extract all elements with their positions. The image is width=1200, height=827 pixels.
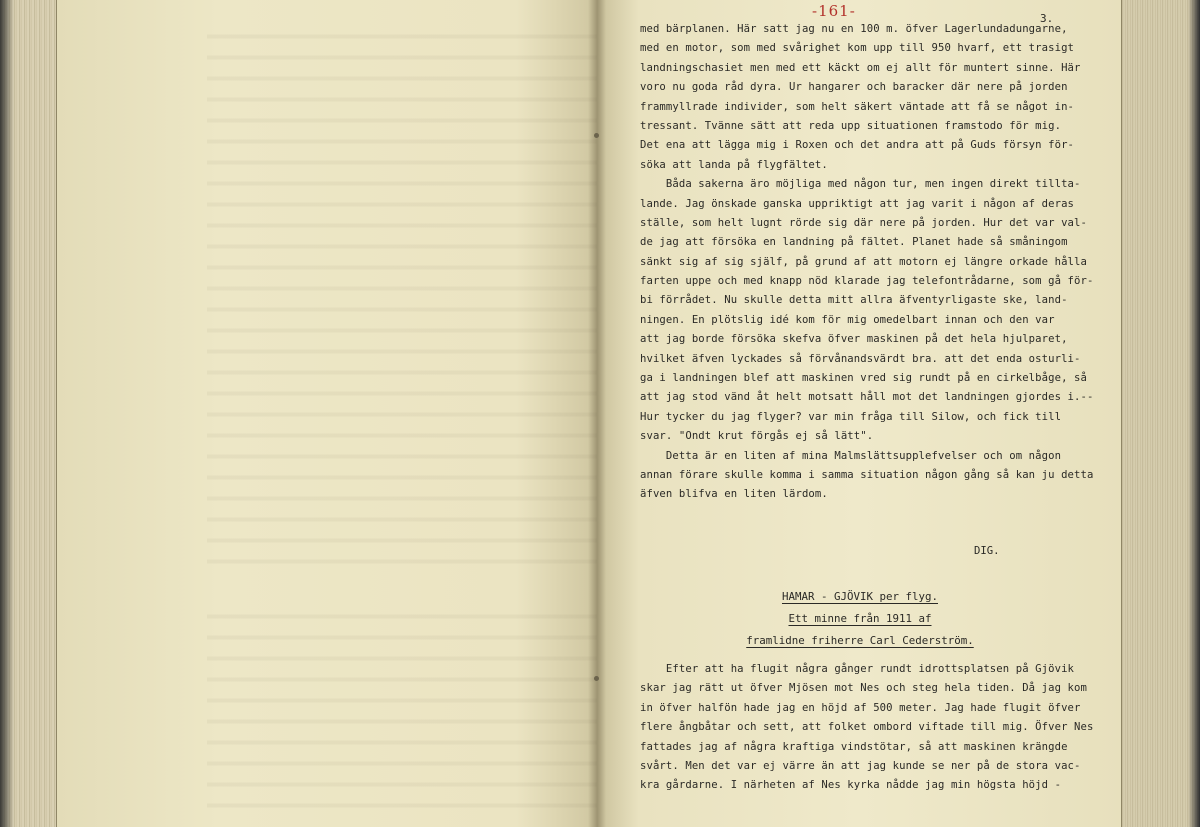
text-line: bi förrådet. Nu skulle detta mitt allra äfventyrligaste ske, land- [640,294,1068,307]
text-line: skar jag rätt ut öfver Mjösen mot Nes och steg hela tiden. Då jag kom [640,682,1087,695]
bleed-through-text-lower [207,600,627,820]
text-line: söka att landa på flygfältet. [640,158,828,171]
text-line: svårt. Men det var ej värre än att jag kunde se ner på de stora vac- [640,759,1081,772]
handwritten-page-number: -161- [812,2,856,20]
text-line: med en motor, som med svårighet kom upp till 950 hvarf, ett trasigt [640,42,1075,55]
text-line: annan förare skulle komma i samma situation någon gång så kan ju detta [640,468,1094,481]
text-line: lande. Jag önskade ganska uppriktigt att jag varit i någon af deras [640,197,1075,210]
text-line: de jag att försöka en landning på fältet. Planet hade så småningom [640,236,1068,249]
typed-page-number: 3. [1040,12,1054,25]
binding-hole [594,133,599,138]
text-line: Båda sakerna äro möjliga med någon tur, men ingen direkt tillta- [640,178,1081,191]
text-line: Det ena att lägga mig i Roxen och det andra att på Guds försyn för- [640,139,1075,152]
article-byline-text: framlidne friherre Carl Cederström. [746,634,974,647]
book-gutter [588,0,606,827]
text-line: Hur tycker du jag flyger? var min fråga till Silow, och fick till [640,410,1062,423]
text-line: kra gårdarne. I närheten af Nes kyrka nådde jag min högsta höjd - [640,779,1062,792]
text-line: ställe, som helt lugnt rörde sig där nere på jorden. Hur det var val- [640,216,1087,229]
text-line: ningen. En plötslig idé kom för mig omedelbart innan och den var [640,313,1055,326]
text-line: tressant. Tvänne sätt att reda upp situationen framstodo för mig. [640,119,1062,132]
book-left-shadow [0,0,14,827]
text-line: med bärplanen. Här satt jag nu en 100 m. öfver Lagerlundadungarne, [640,23,1068,35]
story-text-block [640,20,1094,505]
text-line: Efter att ha flugit några gånger rundt idrottsplatsen på Gjövik [640,663,1075,675]
book-right-shadow [1188,0,1200,827]
text-line: landningschasiet men med ett käckt om ej allt för muntert sinne. Här [640,61,1081,74]
text-line: sänkt sig af sig själf, på grund af att motorn ej längre orkade hålla [640,255,1087,268]
text-line: frammyllrade individer, som helt säkert väntade att få se något in- [640,100,1075,113]
text-line: voro nu goda råd dyra. Ur hangarer och baracker där nere på jorden [640,81,1068,94]
text-line: Detta är en liten af mina Malmslättsupplefvelser och om någon [640,449,1062,462]
text-line: flere ångbåtar och sett, att folket ombord viftade till mig. Öfver Nes [640,721,1094,734]
author-signature: DIG. [974,545,1000,557]
text-line: äfven blifva en liten lärdom. [640,488,828,501]
text-line: fattades jag af några kraftiga vindstötar, så att maskinen krängde [640,740,1068,753]
article-byline [600,634,1120,647]
left-page [57,0,597,827]
article-title [600,590,1120,603]
text-line: att jag stod vänd åt helt motsatt håll mot det landningen gjordes i.-- [640,391,1094,404]
article-subtitle [600,612,1120,625]
text-line: hvilket äfven lyckades så förvånandsvärdt bra. att det enda osturli- [640,352,1081,365]
bleed-through-text [207,20,627,580]
article-subtitle-text: Ett minne från 1911 af [788,612,932,625]
text-line: svar. "Ondt krut förgås ej så lätt". [640,430,874,443]
text-line: att jag borde försöka skefva öfver maskinen på det hela hjulparet, [640,333,1068,346]
text-line: ga i landningen blef att maskinen vred sig rundt på en cirkelbåge, så [640,372,1087,385]
text-line: in öfver halfön hade jag en höjd af 500 meter. Jag hade flugit öfver [640,701,1081,714]
text-line: farten uppe och med knapp nöd klarade jag telefontrådarne, som gå för- [640,275,1094,288]
article-text-block [640,660,1094,796]
binding-hole [594,676,599,681]
article-title-text: HAMAR - GJÖVIK per flyg. [781,590,938,603]
